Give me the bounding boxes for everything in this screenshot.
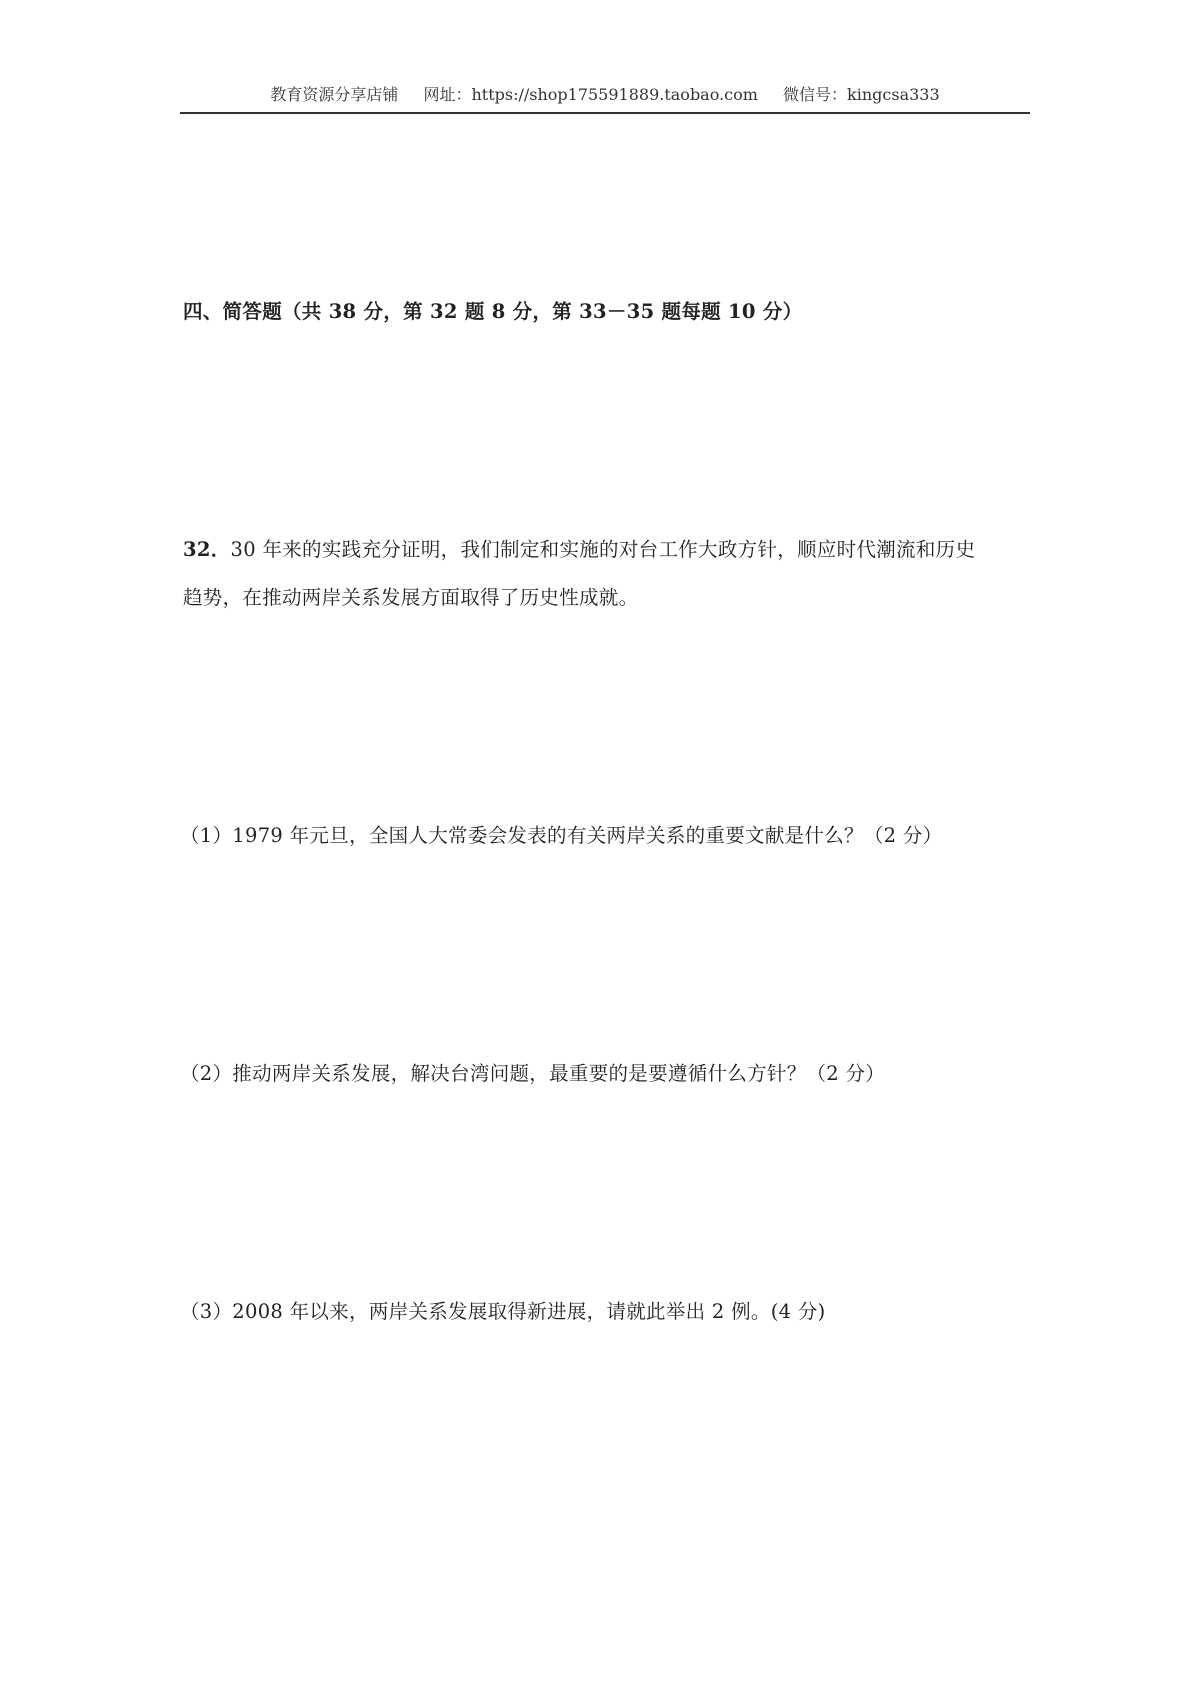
header-wechat: 微信号：kingcsa333 xyxy=(783,85,940,104)
question-32-stem-line-1: 30 年来的实践充分证明，我们制定和实施的对台工作大政方针，顺应时代潮流和历史 xyxy=(230,538,976,561)
question-32-sub-3: （3）2008 年以来，两岸关系发展取得新进展，请就此举出 2 例。(4 分) xyxy=(180,1300,826,1323)
header-url: 网址：https://shop175591889.taobao.com xyxy=(423,85,758,104)
question-32-line-1 xyxy=(183,536,975,564)
header-shop: 教育资源分享店铺 xyxy=(270,85,399,104)
question-32-sub-1: （1）1979 年元旦，全国人大常委会发表的有关两岸关系的重要文献是什么？（2 分） xyxy=(180,824,943,847)
question-32-sub-2: （2）推动两岸关系发展，解决台湾问题，最重要的是要遵循什么方针？（2 分） xyxy=(180,1062,886,1085)
question-32-stem-line-2: 趋势，在推动两岸关系发展方面取得了历史性成就。 xyxy=(183,586,639,609)
page-header xyxy=(180,84,1030,114)
section-title: 四、简答题（共 38 分，第 32 题 8 分，第 33－35 题每题 10 分） xyxy=(183,300,803,323)
question-32-number: 32． xyxy=(183,538,231,561)
